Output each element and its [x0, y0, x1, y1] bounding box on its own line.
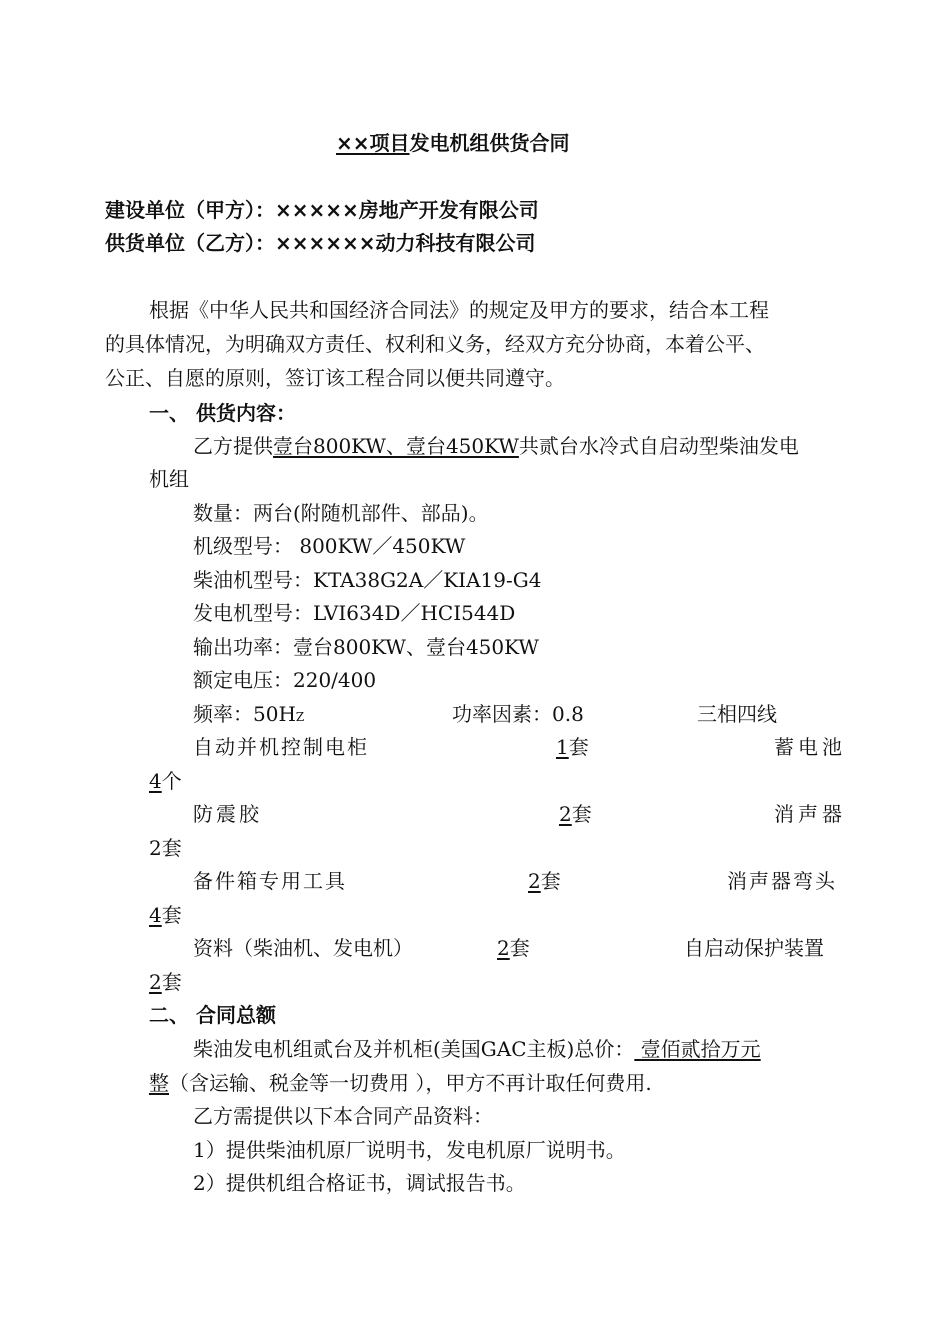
- supply-post: 共贰台水冷式自启动型柴油发电: [518, 434, 799, 458]
- spec-frequency: [193, 702, 304, 729]
- price-line-2: [149, 1071, 652, 1095]
- party-b: 供货单位（乙方）：××××××动力科技有限公司: [105, 231, 536, 255]
- spec-engine-model: 柴油机型号：KTA38G2A／KIA19-G4: [193, 568, 542, 592]
- item-4-name: 消声器: [774, 802, 846, 826]
- preamble-line-1: 根据《中华人民共和国经济合同法》的规定及甲方的要求，结合本工程: [149, 298, 769, 322]
- item-3-qty-value: 2: [559, 802, 572, 826]
- spec-rated-voltage: 额定电压：220/400: [193, 668, 377, 692]
- item-7-qty-value: 2: [497, 936, 510, 960]
- price-line-1: [193, 1037, 761, 1061]
- item-6-qty-value: 4: [149, 903, 162, 927]
- title-rest: 发电机组供货合同: [409, 131, 570, 155]
- frequency-label: 频率：50H: [193, 702, 296, 726]
- item-2-qty: [149, 769, 182, 793]
- price-label: 柴油发电机组贰台及并机柜(美国GAC主板)总价：: [193, 1037, 635, 1061]
- supply-pre: 乙方提供: [193, 434, 273, 458]
- item-7-qty-unit: 套: [509, 936, 530, 960]
- item-3-qty-unit: 套: [571, 802, 592, 826]
- item-7-name: 资料（柴油机、发电机）: [193, 936, 413, 960]
- contract-title: [336, 131, 570, 155]
- docs-intro: 乙方需提供以下本合同产品资料：: [193, 1104, 493, 1128]
- item-1-qty: [556, 735, 589, 759]
- item-6-qty: [149, 903, 182, 927]
- price-amount-end: 整: [149, 1071, 169, 1095]
- item-6-qty-unit: 套: [161, 903, 182, 927]
- item-2-qty-value: 4: [149, 769, 162, 793]
- price-note: （含运输、税金等一切费用 ），甲方不再计取任何费用.: [169, 1071, 652, 1095]
- item-8-qty-unit: 套: [161, 970, 182, 994]
- item-6-name: 消声器弯头: [727, 869, 837, 893]
- spec-output-power: 输出功率：壹台800KW、壹台450KW: [193, 635, 539, 659]
- item-1-qty-value: 1: [556, 735, 569, 759]
- supply-line-cont: 机组: [149, 467, 189, 491]
- item-4-qty-value: 2: [149, 836, 162, 860]
- item-3-qty: [559, 802, 592, 826]
- item-7-qty: [497, 936, 530, 960]
- item-2-qty-unit: 个: [161, 769, 182, 793]
- item-5-name: 备件箱专用工具: [193, 869, 347, 893]
- item-8-qty: [149, 970, 182, 994]
- docs-item-2: 2）提供机组合格证书，调试报告书。: [193, 1171, 526, 1195]
- item-3-name: 防震胶: [193, 802, 262, 826]
- supply-line: [193, 434, 799, 458]
- spec-generator-model: 发电机型号：LVI634D／HCI544D: [193, 601, 516, 625]
- party-a: 建设单位（甲方）：×××××房地产开发有限公司: [105, 198, 539, 222]
- supply-units: 壹台800KW、壹台450KW: [273, 434, 519, 458]
- item-1-name: 自动并机控制电柜: [193, 735, 369, 759]
- preamble-line-3: 公正、自愿的原则，签订该工程合同以便共同遵守。: [105, 366, 565, 390]
- item-5-qty-value: 2: [528, 869, 541, 893]
- item-8-name: 自启动保护装置: [684, 936, 824, 960]
- spec-phase: 三相四线: [697, 702, 777, 726]
- item-8-qty-value: 2: [149, 970, 162, 994]
- preamble-line-2: 的具体情况，为明确双方责任、权利和义务，经双方充分协商，本着公平、: [105, 332, 765, 356]
- item-4-qty-unit: 套: [161, 836, 182, 860]
- price-amount: 壹佰贰拾万元: [634, 1037, 761, 1061]
- spec-quantity: 数量：两台(附随机部件、部品)。: [193, 501, 489, 525]
- item-4-qty: [149, 836, 182, 860]
- item-5-qty-unit: 套: [540, 869, 561, 893]
- section-2-heading: 二、 合同总额: [149, 1003, 276, 1027]
- item-2-name: 蓄电池: [774, 735, 846, 759]
- section-1-heading: 一、 供货内容：: [149, 401, 296, 425]
- item-5-qty: [528, 869, 561, 893]
- frequency-sub: Z: [295, 710, 305, 724]
- item-1-qty-unit: 套: [568, 735, 589, 759]
- title-project: ××项目: [336, 131, 410, 155]
- spec-power-factor: 功率因素：0.8: [452, 702, 584, 726]
- docs-item-1: 1）提供柴油机原厂说明书，发电机原厂说明书。: [193, 1138, 626, 1162]
- spec-unit-model: 机级型号： 800KW／450KW: [193, 534, 466, 558]
